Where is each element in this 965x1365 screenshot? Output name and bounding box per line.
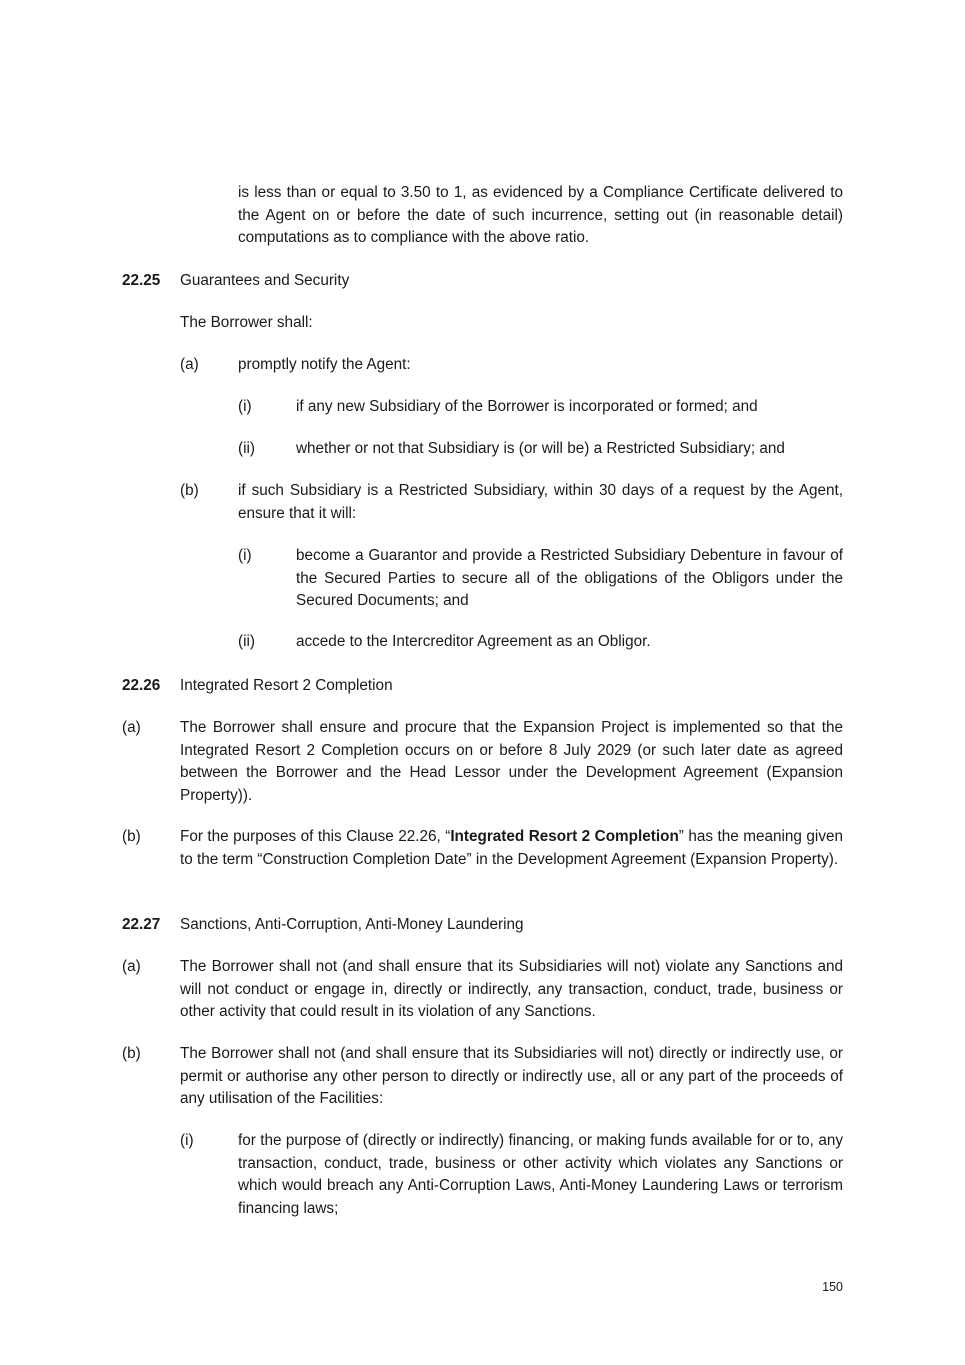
subpara-label-22-25-b-ii: (ii) [238,633,255,650]
para-text-22-26-b [180,826,843,871]
para-label-22-27-b: (b) [122,1045,141,1062]
subpara-text-22-25-b-i: become a Guarantor and provide a Restricted Subsidiary Debenture in favour of the Secured Parties to secure all of the obligations of the Obligors under the Secured Documents; and [296,547,843,609]
clause-number-22-26: 22.26 [122,677,161,694]
subpara-label-22-25-b-i: (i) [238,547,252,564]
subpara-text-22-25-b-ii: accede to the Intercreditor Agreement as an Obligor. [296,633,651,650]
definition-pre: For the purposes of this Clause 22.26, “ [180,828,451,845]
para-text-22-25-b: if such Subsidiary is a Restricted Subsidiary, within 30 days of a request by the Agent, ensure that it will: [238,482,843,522]
para-text-22-27-a: The Borrower shall not (and shall ensure that its Subsidiaries will not) violate any Sanctions and will not conduct or engage in, directly or indirectly, any transaction, conduct, trade, business or other activity that could result in its violation of any Sanctions. [180,958,843,1020]
para-text-22-26-a: The Borrower shall ensure and procure that the Expansion Project is implemented so that the Integrated Resort 2 Completion occurs on or before 8 July 2029 (or such later date as agreed between the Borrower and the Head Lessor under the Development Agreement (Expansion Property)). [180,719,843,804]
clause-title-22-27: Sanctions, Anti-Corruption, Anti-Money Laundering [180,916,524,933]
continuation-paragraph: is less than or equal to 3.50 to 1, as evidenced by a Compliance Certificate delivered to the Agent on or before the date of such incurrence, setting out (in reasonable detail) computations as to compliance with the above ratio. [238,184,843,246]
clause-title-22-25: Guarantees and Security [180,272,350,289]
subpara-label-22-25-a-i: (i) [238,398,252,415]
defined-term: Integrated Resort 2 Completion [450,828,679,845]
subpara-text-22-25-a-i: if any new Subsidiary of the Borrower is incorporated or formed; and [296,398,758,415]
subpara-text-22-25-a-ii: whether or not that Subsidiary is (or will be) a Restricted Subsidiary; and [296,440,785,457]
para-label-22-26-a: (a) [122,719,141,736]
subpara-label-22-25-a-ii: (ii) [238,440,255,457]
page-number: 150 [822,1280,843,1294]
clause-title-22-26: Integrated Resort 2 Completion [180,677,393,694]
para-label-22-25-a: (a) [180,356,199,373]
para-label-22-25-b: (b) [180,482,199,499]
para-text-22-25-a: promptly notify the Agent: [238,356,411,373]
clause-number-22-25: 22.25 [122,272,161,289]
subpara-text-22-27-b-i: for the purpose of (directly or indirectly) financing, or making funds available for or to, any transaction, conduct, trade, business or other activity which violates any Sanctions or which would breach any Anti-Corruption Laws, Anti-Money Laundering Laws or terrorism financing laws; [238,1132,843,1217]
clause-number-22-27: 22.27 [122,916,161,933]
subpara-label-22-27-b-i: (i) [180,1132,194,1149]
para-label-22-26-b: (b) [122,828,141,845]
para-text-22-27-b: The Borrower shall not (and shall ensure that its Subsidiaries will not) directly or indirectly use, or permit or authorise any other person to directly or indirectly use, all or any part of the proceeds of any utilisation of the Facilities: [180,1045,843,1107]
definition-post: ” has the meaning given to the term “Construction Completion Date” in the Development Agreement (Expansion Property). [180,828,843,868]
para-label-22-27-a: (a) [122,958,141,975]
clause-intro-22-25: The Borrower shall: [180,314,313,331]
